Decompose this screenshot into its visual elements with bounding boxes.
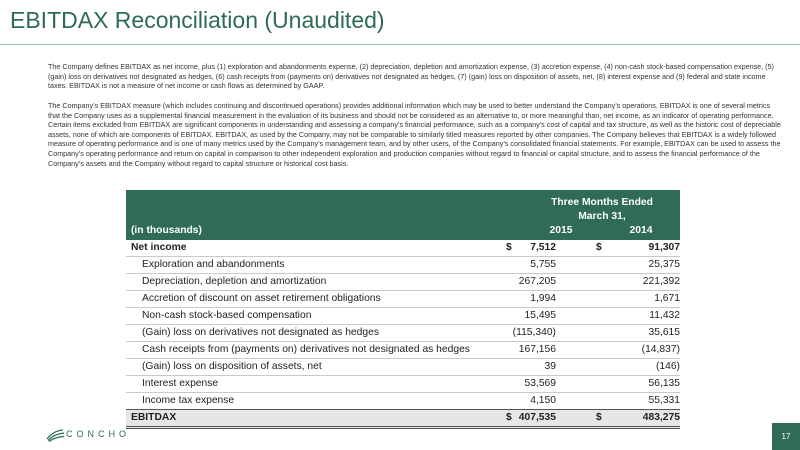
table-row: [126, 274, 680, 291]
value-2014: 221,392: [642, 276, 680, 287]
table-row: [126, 376, 680, 393]
currency-symbol: $: [506, 242, 512, 253]
concho-logo-icon: [46, 428, 66, 442]
header-year-2014: 2014: [629, 225, 653, 236]
row-label: Accretion of discount on asset retirement obligations: [142, 293, 381, 304]
currency-symbol: $: [596, 242, 602, 253]
row-label: Exploration and abandonments: [142, 259, 285, 270]
currency-symbol: $: [506, 412, 512, 423]
row-label: Net income: [131, 242, 187, 253]
header-date: March 31,: [578, 211, 626, 222]
row-label: (Gain) loss on derivatives not designated as hedges: [142, 327, 379, 338]
row-label: (Gain) loss on disposition of assets, net: [142, 361, 322, 372]
slide-title: EBITDAX Reconciliation (Unaudited): [10, 7, 385, 33]
row-label: EBITDAX: [131, 412, 177, 423]
explanation-paragraph: The Company’s EBITDAX measure (which includes continuing and discontinued operations) provides additional information which may be used to better understand the Company’s operations. EBITDAX is one of several metrics that the Company uses as a supplemental financial measurement in the evaluation of its business and should not be considered as an alternative to, or more meaningful than, net income, as an indicator of operating performance. Certain items excluded from EBITDAX are significant components in understanding and assessing a company’s financial performance, such as a company’s cost of capital and tax structure, as well as the historic cost of depreciable assets, none of which are components of EBITDAX. EBITDAX, as used by the Company, may not be comparable to similarly titled measures reported by other companies. The Company believes that EBITDAX is a widely followed measure of operating performance and is one of many metrics used by the Company’s management team, and by other users, of the Company’s consolidated financial statements. For example, EBITDAX can be used to assess the Company’s operating performance and return on capital in comparison to other independent exploration and production companies without regard to financial or capital structure, and to assess the financial performance of the Company’s assets and the Company without regard to capital structure or historical cost basis.: [48, 101, 781, 168]
table-row: [126, 257, 680, 274]
value-2015: 7,512: [530, 242, 556, 253]
page-number: 17: [772, 423, 800, 450]
value-2015: 15,495: [524, 310, 556, 321]
value-2014: (146): [655, 361, 680, 372]
table-row-net-income: [126, 240, 680, 257]
row-label: Non-cash stock-based compensation: [142, 310, 312, 321]
row-label: Interest expense: [142, 378, 219, 389]
value-2014: 1,671: [654, 293, 680, 304]
definition-paragraph: The Company defines EBITDAX as net income, plus (1) exploration and abandonments expense, (2) depreciation, depletion and amortization expense, (3) accretion expense, (4) non-cash stock-based compensation expense, (5) (gain) loss on derivatives not designated as hedges, (6) cash receipts from (payments on) derivatives not designated as hedges, (7) (gain) loss on disposition of assets, net, (8) interest expense and (9) federal and state income taxes. EBITDAX is not a measure of net income or cash flows as determined by GAAP.: [48, 62, 774, 91]
row-label: Cash receipts from (payments on) derivatives not designated as hedges: [142, 344, 470, 355]
header-year-2015: 2015: [549, 225, 573, 236]
table-header: [126, 190, 680, 240]
value-2015: 267,205: [518, 276, 556, 287]
title-bar: [0, 0, 800, 45]
value-2014: (14,837): [641, 344, 680, 355]
table-row: [126, 342, 680, 359]
currency-symbol: $: [596, 412, 602, 423]
value-2014: 11,432: [649, 310, 680, 321]
value-2014: 35,615: [648, 327, 680, 338]
company-logo-text: CONCHO: [66, 429, 130, 439]
row-label: Depreciation, depletion and amortization: [142, 276, 327, 287]
value-2015: 39: [544, 361, 556, 372]
value-2014: 56,135: [648, 378, 680, 389]
table-row: [126, 308, 680, 325]
value-2014: 55,331: [648, 395, 680, 406]
value-2015: 4,150: [530, 395, 556, 406]
table-row: [126, 325, 680, 342]
value-2015: (115,340): [512, 327, 556, 338]
table-row: [126, 291, 680, 308]
value-2014: 25,375: [648, 259, 680, 270]
table-row: [126, 393, 680, 409]
value-2014: 91,307: [648, 242, 680, 253]
row-label: Income tax expense: [142, 395, 235, 406]
value-2015: 53,569: [524, 378, 556, 389]
table-row-ebitdax-total: [126, 409, 680, 429]
value-2015: 5,755: [530, 259, 556, 270]
header-period: Three Months Ended: [551, 197, 653, 208]
value-2014: 483,275: [642, 412, 680, 423]
header-units: (in thousands): [131, 225, 202, 236]
ebitdax-table: [126, 190, 680, 429]
value-2015: 1,994: [530, 293, 556, 304]
value-2015: 407,535: [518, 412, 556, 423]
table-row: [126, 359, 680, 376]
value-2015: 167,156: [518, 344, 556, 355]
